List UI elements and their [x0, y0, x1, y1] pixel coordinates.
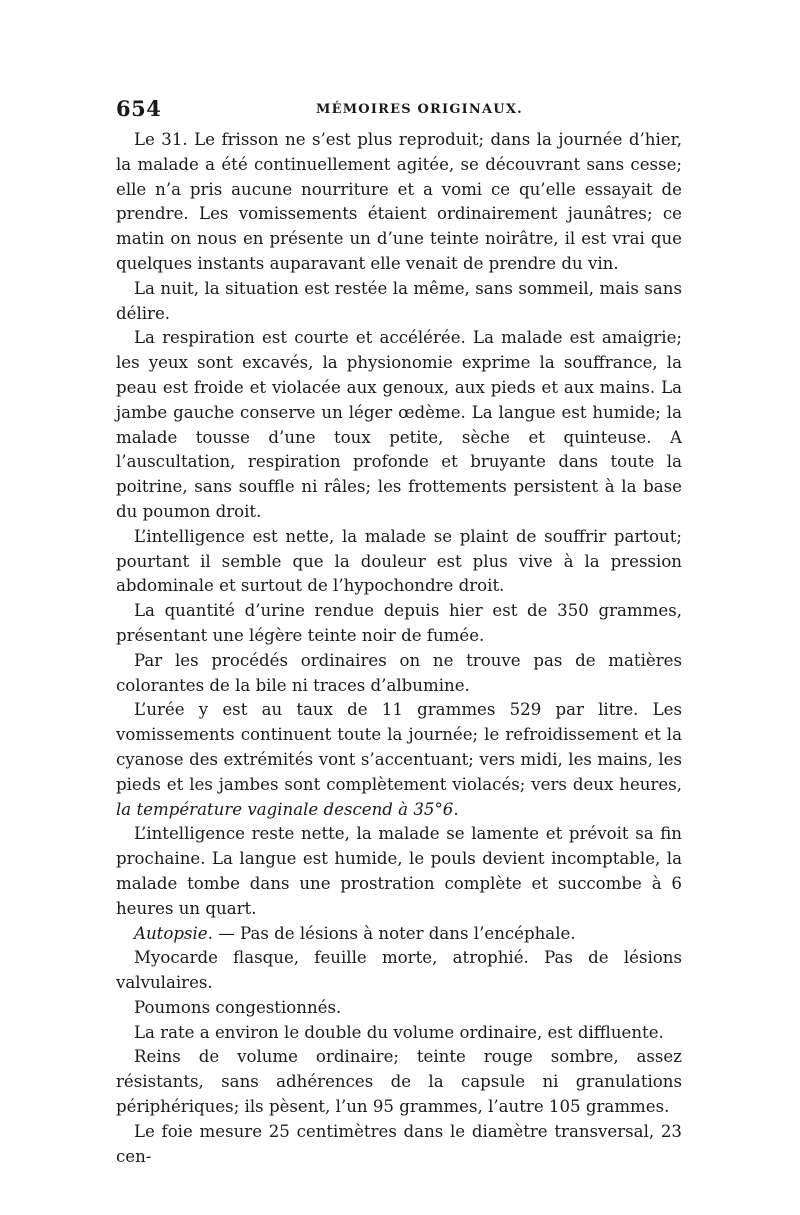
page-header — [116, 96, 682, 126]
running-title: MÉMOIRES ORIGINAUX. — [316, 102, 523, 117]
paragraph-autopsie: Autopsie. — Pas de lésions à noter dans l’encéphale. — [134, 923, 576, 943]
body-text — [116, 128, 682, 1169]
paragraph: Le foie mesure 25 centimètres dans le diamètre transversal, 23 cen- — [116, 1121, 682, 1166]
paragraph: La respiration est courte et accélérée. La malade est amaigrie; les yeux sont excavés, la physionomie exprime la souffrance, la peau est froide et violacée aux genoux, aux pieds et aux mains. La jambe gauche conserve un léger œdème. La langue est humide; la malade tousse d’une toux petite, sèche et quinteuse. A l’auscultation, respiration profonde et bruyante dans toute la poitrine, sans souffle ni râles; les frottements persistent à la base du poumon droit. — [116, 328, 682, 521]
paragraph: Reins de volume ordinaire; teinte rouge sombre, assez résistants, sans adhérences de la capsule ni granulations périphériques; ils pèsent, l’un 95 grammes, l’autre 105 grammes. — [116, 1047, 682, 1117]
paragraph: Myocarde flasque, feuille morte, atrophié. Pas de lésions valvulaires. — [116, 948, 682, 993]
page-number: 654 — [116, 96, 162, 121]
paragraph: Le 31. Le frisson ne s’est plus reproduit; dans la journée d’hier, la malade a été continuellement agitée, se découvrant sans cesse; elle n’a pris aucune nourriture et a vomi ce qu’elle essayait de prendre. Les vomissements étaient ordinairement jaunâtres; ce matin on nous en présente un d’une teinte noirâtre, il est vrai que quelques instants auparavant elle venait de prendre du vin. — [116, 130, 682, 273]
paragraph: La quantité d’urine rendue depuis hier est de 350 grammes, présentant une légère teinte noir de fumée. — [116, 601, 682, 645]
paragraph: La nuit, la situation est restée la même, sans sommeil, mais sans délire. — [116, 278, 682, 323]
paragraph: L’intelligence reste nette, la malade se lamente et prévoit sa fin prochaine. La langue est humide, le pouls devient incomptable, la malade tombe dans une prostration complète et succombe à 6 heures un quart. — [116, 824, 682, 918]
paragraph: Poumons congestionnés. — [134, 997, 342, 1017]
paragraph: Par les procédés ordinaires on ne trouve pas de matières colorantes de la bile ni traces d’albumine. — [116, 650, 682, 695]
autopsie-heading: Autopsie. — [134, 923, 213, 943]
paragraph: L’intelligence est nette, la malade se plaint de souffrir partout; pourtant il semble que la douleur est plus vive à la pression abdominale et surtout de l’hypochondre droit. — [116, 526, 682, 596]
italic-temperature: la température vaginale descend à 35°6 — [116, 799, 454, 819]
paragraph: L’urée y est au taux de 11 grammes 529 par litre. Les vomissements continuent toute la journée; le refroidissement et la cyanose des extrémités vont s’accentuant; vers midi, les mains, les pieds et les jambes sont complètement violacés; vers deux heures, la température vaginale descend à 35°6. — [116, 700, 682, 819]
paragraph: La rate a environ le double du volume ordinaire, est diffluente. — [134, 1022, 664, 1042]
